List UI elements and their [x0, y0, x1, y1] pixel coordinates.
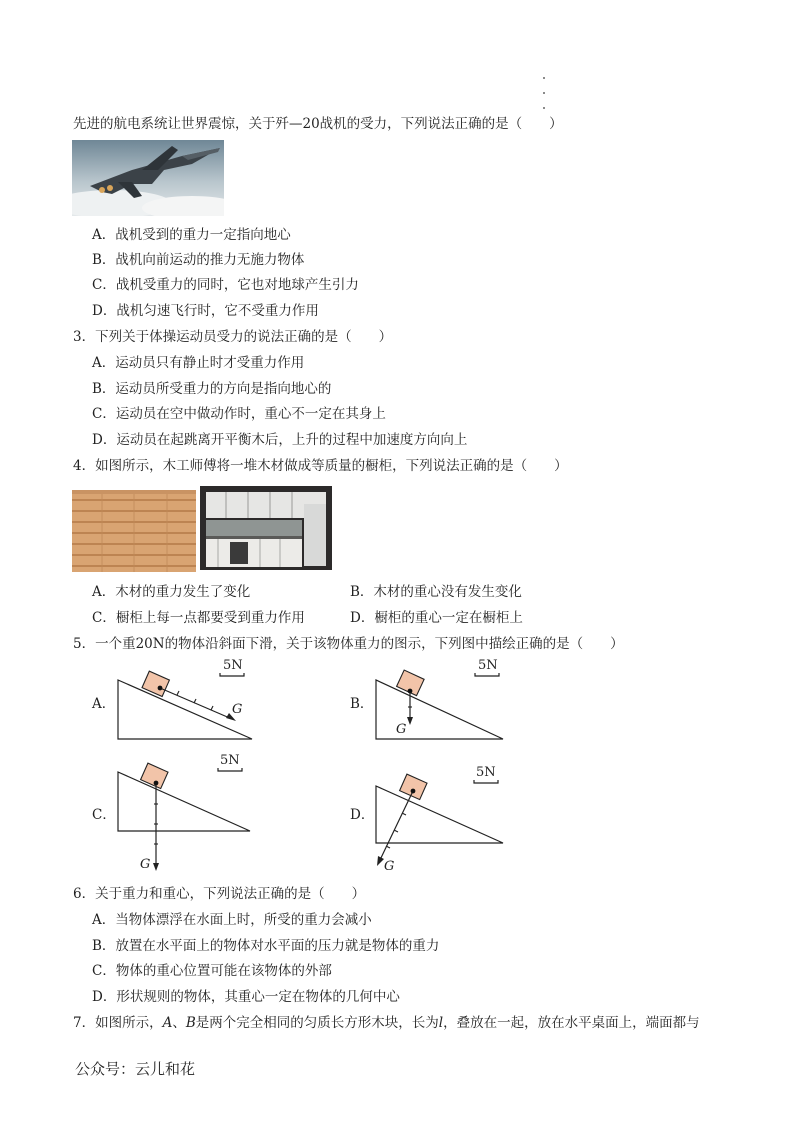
- q5-figure-b: [368, 655, 528, 745]
- question-7-stem: 7．如图所示，A、B是两个完全相同的匀质长方形木块，长为l，叠放在一起，放在水平桌面上，端面都与: [73, 1015, 700, 1031]
- scale-label: 5N: [220, 753, 240, 768]
- fighter-jet-photo: [72, 140, 224, 216]
- question-4-option-c: C．橱柜上每一点都要受到重力作用: [92, 610, 305, 626]
- block: [400, 774, 427, 799]
- question-4-stem: 4．如图所示，木工师傅将一堆木材做成等质量的橱柜，下列说法正确的是（ ）: [73, 458, 568, 474]
- question-6-option-c: C．物体的重心位置可能在该物体的外部: [92, 963, 332, 979]
- scale-bar: [218, 768, 242, 771]
- kitchen-cabinet-photo: [200, 486, 332, 570]
- question-2-option-d: D．战机匀速飞行时，它不受重力作用: [92, 303, 319, 319]
- force-label: G: [232, 702, 243, 717]
- incline: [118, 772, 250, 831]
- lumber-pile-photo: [72, 490, 196, 572]
- question-3-option-a: A．运动员只有静止时才受重力作用: [92, 355, 305, 371]
- question-3-stem: 3．下列关于体操运动员受力的说法正确的是（ ）: [73, 329, 393, 345]
- footer-account-label: 公众号：云儿和花: [75, 1060, 196, 1078]
- margin-dot: [543, 92, 545, 94]
- q5-option-c-label: C．: [92, 807, 116, 823]
- question-2-stem: 先进的航电系统让世界震惊，关于歼—20战机的受力，下列说法正确的是（ ）: [73, 116, 563, 132]
- block: [141, 763, 168, 788]
- question-2-option-b: B．战机向前运动的推力无施力物体: [92, 252, 305, 268]
- question-4-option-a: A．木材的重力发生了变化: [92, 584, 251, 600]
- question-6-option-b: B．放置在水平面上的物体对水平面的压力就是物体的重力: [92, 938, 440, 954]
- scale-bar: [474, 780, 498, 783]
- incline: [376, 786, 503, 843]
- scale-bar: [475, 673, 499, 676]
- scale-label: 5N: [223, 658, 243, 673]
- question-2-option-c: C．战机受重力的同时，它也对地球产生引力: [92, 277, 359, 293]
- q5-option-a-label: A．: [92, 696, 116, 712]
- scale-label: 5N: [478, 658, 498, 673]
- question-3-option-b: B．运动员所受重力的方向是指向地心的: [92, 381, 332, 397]
- scale-label: 5N: [476, 765, 496, 780]
- margin-dot: [543, 107, 545, 109]
- question-6-option-d: D．形状规则的物体，其重心一定在物体的几何中心: [92, 989, 400, 1005]
- force-arrow: [380, 791, 413, 860]
- question-6-option-a: A．当物体漂浮在水面上时，所受的重力会减小: [92, 912, 372, 928]
- q5-option-b-label: B．: [350, 696, 374, 712]
- question-4-option-b: B．木材的重心没有发生变化: [350, 584, 522, 600]
- q5-option-d-label: D．: [350, 807, 375, 823]
- question-5-stem: 5．一个重20N的物体沿斜面下滑，关于该物体重力的图示，下列图中描绘正确的是（ ）: [73, 636, 624, 652]
- question-3-option-c: C．运动员在空中做动作时，重心不一定在其身上: [92, 406, 386, 422]
- force-label: G: [140, 857, 151, 872]
- question-3-option-d: D．运动员在起跳离开平衡木后，上升的过程中加速度方向向上: [92, 432, 468, 448]
- q5-figure-d: [368, 760, 528, 875]
- scale-bar: [220, 673, 244, 676]
- q5-figure-a: [110, 655, 270, 745]
- question-4-option-d: D．橱柜的重心一定在橱柜上: [350, 610, 523, 626]
- margin-dot: [543, 77, 545, 79]
- force-label: G: [396, 722, 407, 737]
- question-6-stem: 6．关于重力和重心，下列说法正确的是（ ）: [73, 886, 366, 902]
- force-label: G: [384, 859, 395, 874]
- q5-figure-c: [110, 748, 270, 878]
- question-2-option-a: A．战机受到的重力一定指向地心: [92, 227, 291, 243]
